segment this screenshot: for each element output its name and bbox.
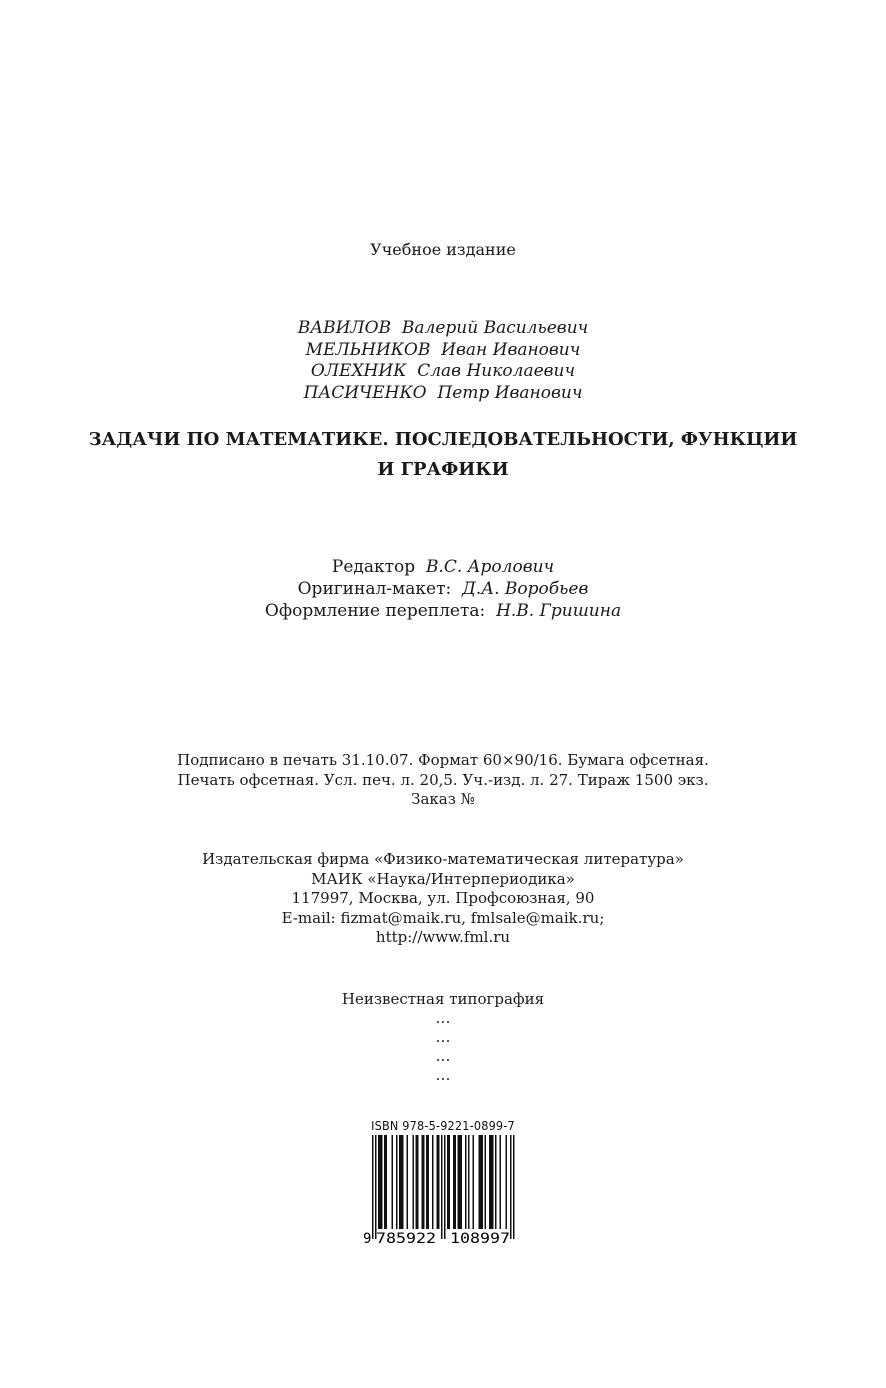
book-title-line-1: ЗАДАЧИ ПО МАТЕМАТИКЕ. ПОСЛЕДОВАТЕЛЬНОСТИ, ФУНКЦИИ	[88, 429, 798, 450]
printer-line: …	[435, 1009, 451, 1027]
barcode-bar	[506, 1135, 508, 1229]
barcode-guard-bar	[513, 1135, 515, 1239]
author-line: ПАСИЧЕНКО Петр Иванович	[303, 382, 583, 403]
printer-line: …	[435, 1047, 451, 1065]
barcode-bar	[500, 1135, 502, 1229]
publisher-block	[0, 850, 886, 948]
author-line: ОЛЕХНИК Слав Николаевич	[310, 361, 576, 381]
publisher-line: 117997, Москва, ул. Профсоюзная, 90	[291, 889, 595, 907]
barcode-bar	[422, 1135, 425, 1229]
barcode-bar	[465, 1135, 467, 1229]
book-title	[0, 425, 886, 485]
printer-line: …	[435, 1066, 451, 1084]
author-line: ВАВИЛОВ Валерий Васильевич	[297, 318, 589, 338]
publisher-website: http://www.fml.ru	[375, 928, 511, 946]
barcode-bar	[473, 1135, 475, 1229]
imprint-line: Подписано в печать 31.10.07. Формат 60×90/16. Бумага офсетная.	[177, 751, 709, 769]
edition-type: Учебное издание	[370, 240, 516, 259]
barcode-guard-bar	[372, 1135, 374, 1239]
isbn-block	[362, 1118, 524, 1245]
printer-line: …	[435, 1028, 451, 1046]
barcode-bar	[495, 1135, 497, 1229]
imprint-line: Заказ №	[411, 790, 475, 808]
barcode-digits-right: 108997	[450, 1231, 510, 1245]
barcode-bar	[485, 1135, 487, 1229]
barcode-bar	[396, 1135, 398, 1229]
barcode-bar	[392, 1135, 394, 1229]
imprint-block	[0, 751, 886, 810]
barcode-bar	[384, 1135, 387, 1229]
imprint-line: Печать офсетная. Усл. печ. л. 20,5. Уч.-изд. л. 27. Тираж 1500 экз.	[177, 770, 709, 789]
barcode-bar	[399, 1135, 404, 1229]
barcode-bar	[413, 1135, 415, 1229]
staff-block	[0, 556, 886, 622]
staff-cover-design: Оформление переплета: Н.В. Гришина	[264, 601, 622, 621]
barcode-bar	[437, 1135, 440, 1229]
publisher-line: Издательская фирма «Физико-математическая литература»	[202, 850, 684, 868]
barcode-bar	[489, 1135, 494, 1229]
barcode-digit-first: 9	[363, 1231, 372, 1245]
barcode-bar	[426, 1135, 429, 1229]
barcode-bar	[447, 1135, 450, 1229]
barcode-guard-bar	[444, 1135, 446, 1239]
printer-block	[0, 990, 886, 1085]
barcode-bars	[372, 1135, 515, 1239]
isbn-barcode	[362, 1135, 524, 1245]
barcode-bar	[468, 1135, 470, 1229]
barcode-bar	[458, 1135, 463, 1229]
staff-editor: Редактор В.С. Аролович	[331, 557, 555, 577]
barcode-bar	[407, 1135, 409, 1229]
barcode-bar	[453, 1135, 456, 1229]
book-title-line-2: И ГРАФИКИ	[377, 459, 509, 480]
barcode-bar	[416, 1135, 419, 1229]
barcode-bar	[378, 1135, 383, 1229]
isbn-label: ISBN 978-5-9221-0899-7	[371, 1118, 515, 1133]
authors-block	[0, 318, 886, 404]
barcode-guard-bar	[510, 1135, 512, 1239]
barcode-bar	[432, 1135, 434, 1229]
barcode-guard-bar	[375, 1135, 377, 1239]
staff-layout: Оригинал-макет: Д.А. Воробьев	[297, 579, 589, 599]
publisher-email: E-mail: fizmat@maik.ru, fmlsale@maik.ru;	[281, 908, 605, 927]
barcode-bar	[479, 1135, 484, 1229]
barcode-digits-left: 785922	[376, 1231, 436, 1245]
printer-name: Неизвестная типография	[341, 990, 545, 1008]
barcode-guard-bar	[441, 1135, 443, 1239]
publisher-line: МАИК «Наука/Интерпериодика»	[311, 869, 575, 888]
author-line: МЕЛЬНИКОВ Иван Иванович	[305, 339, 581, 360]
